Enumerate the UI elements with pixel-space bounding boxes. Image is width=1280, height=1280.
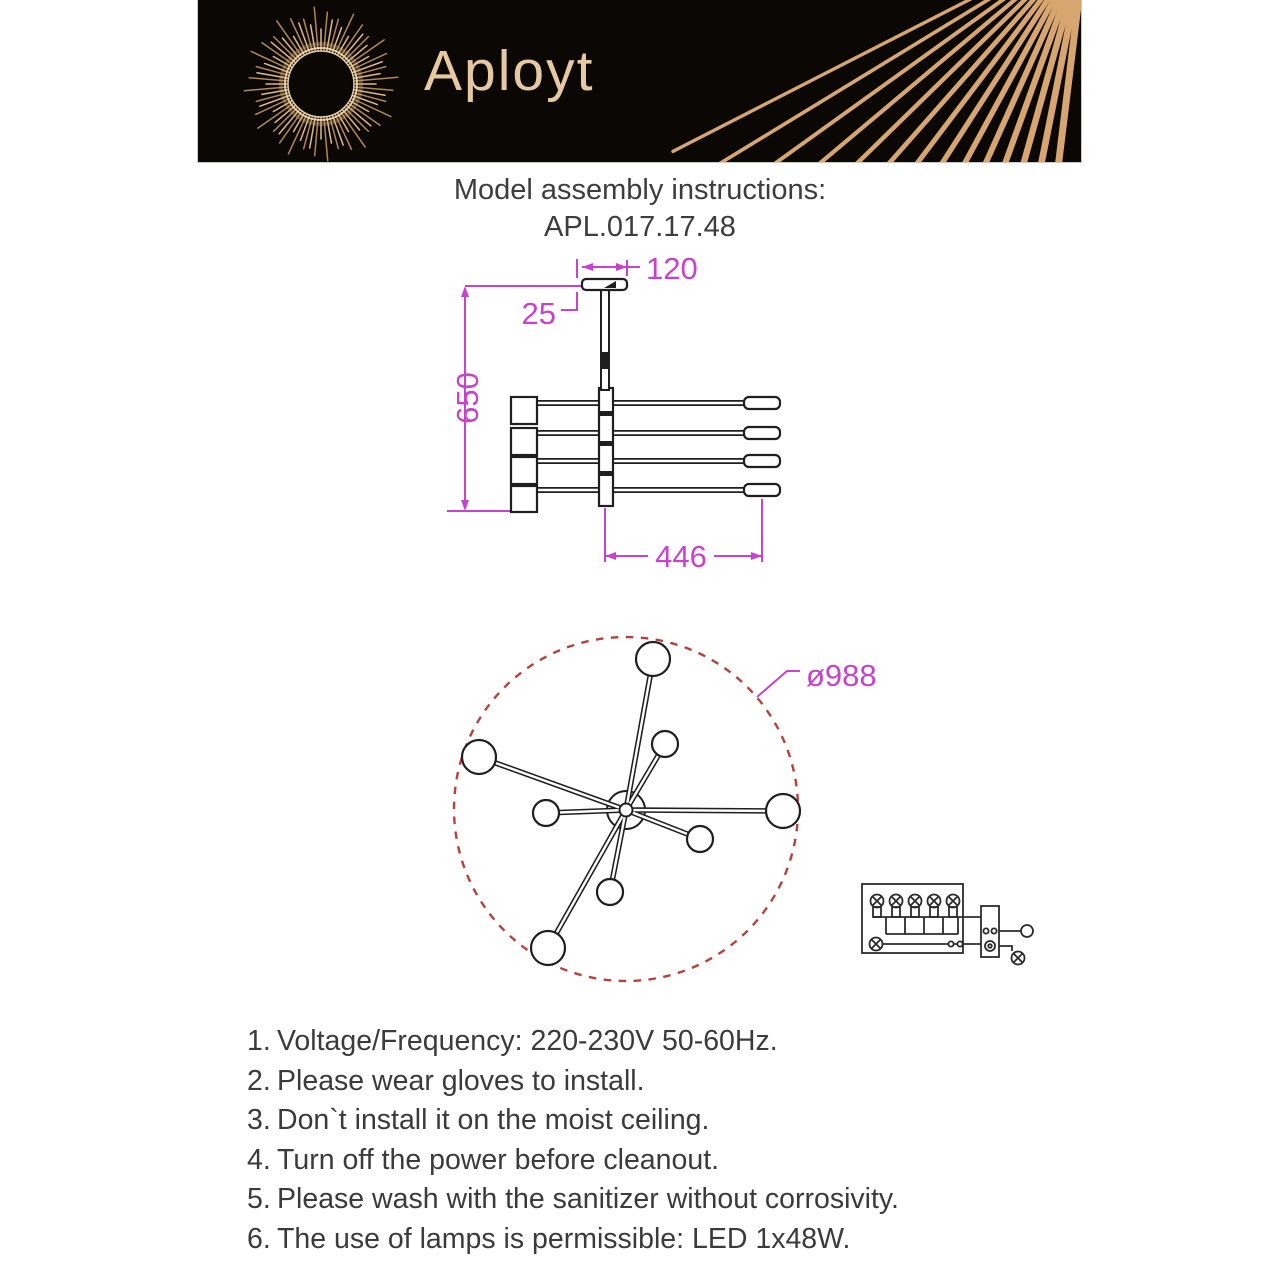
model-number: APL.017.17.48 bbox=[544, 211, 736, 243]
instruction-text: Turn off the power before cleanout. bbox=[277, 1143, 720, 1176]
radial-arms bbox=[479, 660, 783, 948]
instruction-number: 4. bbox=[247, 1143, 271, 1176]
instruction-text: Please wash with the sanitizer without corrosivity. bbox=[277, 1183, 899, 1216]
brand-name: Aployt bbox=[424, 39, 595, 103]
instruction-number: 6. bbox=[247, 1222, 271, 1255]
left-lamp-blocks bbox=[511, 397, 537, 512]
wiring-lamps bbox=[871, 895, 960, 918]
lamp-arms bbox=[524, 403, 770, 490]
instruction-item bbox=[247, 1180, 899, 1220]
dim-diameter-988: ø988 bbox=[806, 658, 877, 693]
top-view-drawing bbox=[454, 637, 877, 981]
instruction-number: 3. bbox=[247, 1104, 271, 1137]
side-view-drawing bbox=[447, 251, 780, 574]
instruction-text: Voltage/Frequency: 220-230V 50-60Hz. bbox=[277, 1025, 778, 1057]
right-lamp-tubes bbox=[744, 397, 780, 496]
instruction-item bbox=[247, 1141, 899, 1181]
central-column bbox=[599, 388, 613, 506]
hanging-rod bbox=[601, 290, 609, 390]
hub-center bbox=[620, 804, 633, 817]
instruction-number: 5. bbox=[247, 1183, 271, 1216]
instruction-list bbox=[247, 1022, 899, 1260]
diameter-leader bbox=[757, 671, 800, 697]
instruction-number: 2. bbox=[247, 1064, 271, 1097]
ceiling-plate bbox=[582, 279, 627, 290]
instruction-text: Don`t install it on the moist ceiling. bbox=[277, 1104, 710, 1137]
instruction-item bbox=[247, 1062, 899, 1102]
page-title: Model assembly instructions: bbox=[453, 174, 827, 206]
dim-canopy-25: 25 bbox=[521, 296, 556, 331]
instruction-item bbox=[247, 1101, 899, 1141]
dim-height-650: 650 bbox=[450, 372, 485, 424]
instruction-item bbox=[247, 1022, 899, 1062]
dim-span-446: 446 bbox=[655, 539, 707, 574]
instruction-number: 1. bbox=[247, 1025, 271, 1057]
instruction-item bbox=[247, 1220, 899, 1260]
wiring-diagram bbox=[862, 884, 1033, 965]
instruction-text: Please wear gloves to install. bbox=[277, 1064, 645, 1097]
dim-plate-120: 120 bbox=[646, 251, 698, 286]
instruction-text: The use of lamps is permissible: LED 1x48W. bbox=[277, 1222, 851, 1255]
